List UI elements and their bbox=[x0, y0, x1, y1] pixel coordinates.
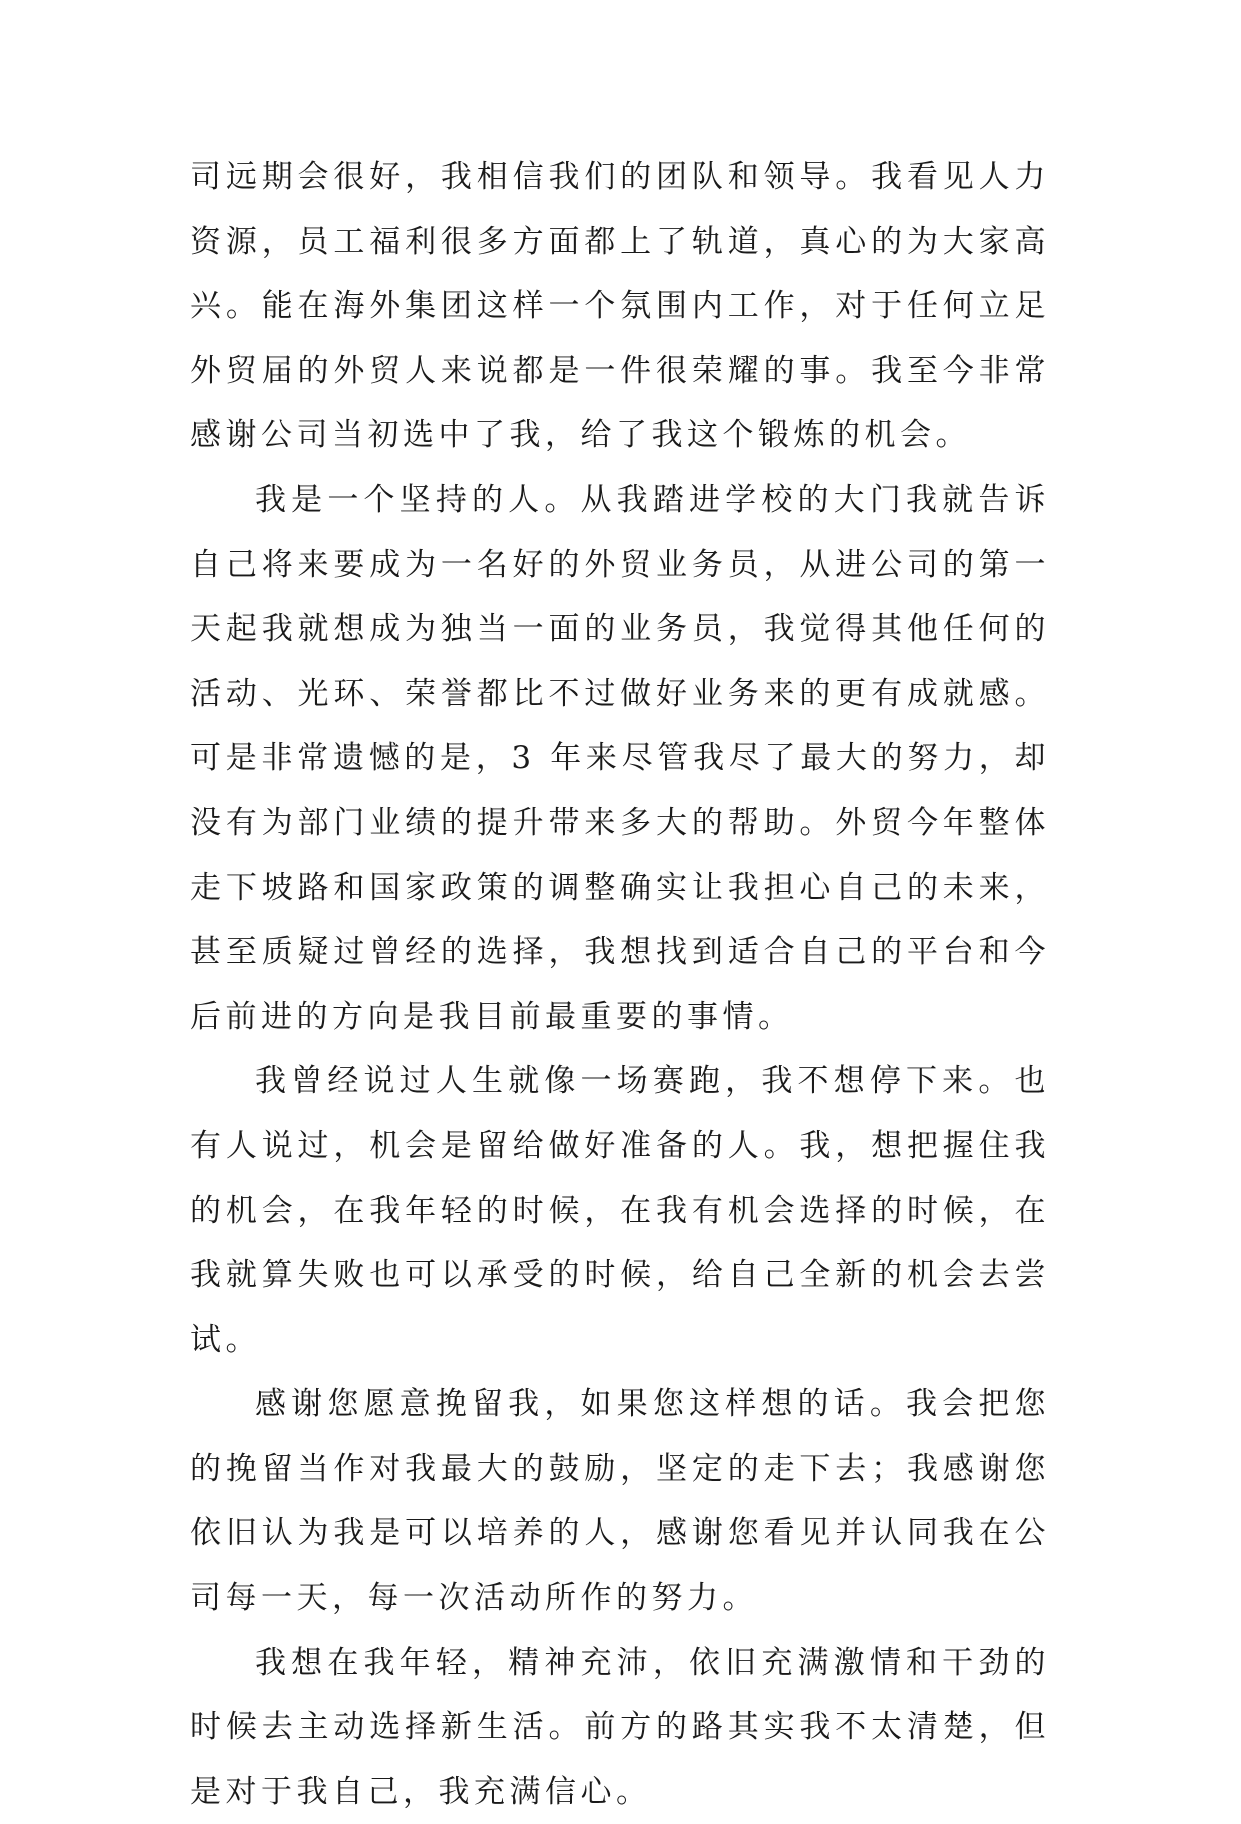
paragraph-5: 我想在我年轻，精神充沛，依旧充满激情和干劲的时候去主动选择新生活。前方的路其实我不太清楚，但是对于我自己，我充满信心。 bbox=[190, 1644, 1050, 1810]
paragraph-3: 我曾经说过人生就像一场赛跑，我不想停下来。也有人说过，机会是留给做好准备的人。我，想把握住我的机会，在我年轻的时候，在我有机会选择的时候，在我就算失败也可以承受的时候，给自己全新的机会去尝试。 bbox=[190, 1063, 1050, 1358]
paragraph-2: 我是一个坚持的人。从我踏进学校的大门我就告诉自己将来要成为一名好的外贸业务员，从进公司的第一天起我就想成为独当一面的业务员，我觉得其他任何的活动、光环、荣誉都比不过做好业务来的更有成就感。可是非常遗憾的是，3 年来尽管我尽了最大的努力，却没有为部门业绩的提升带来多大的帮助。外贸今年整体走下坡路和国家政策的调整确实让我担心自己的未来，甚至质疑过曾经的选择，我想找到适合自己的平台和今后前进的方向是我目前最重要的事情。 bbox=[190, 481, 1050, 1035]
paragraph-1: 司远期会很好，我相信我们的团队和领导。我看见人力资源，员工福利很多方面都上了轨道，真心的为大家高兴。能在海外集团这样一个氛围内工作，对于任何立足外贸届的外贸人来说都是一件很荣耀的事。我至今非常感谢公司当初选中了我，给了我这个锻炼的机会。 bbox=[190, 159, 1050, 454]
paragraph-4: 感谢您愿意挽留我，如果您这样想的话。我会把您的挽留当作对我最大的鼓励，坚定的走下去；我感谢您依旧认为我是可以培养的人，感谢您看见并认同我在公司每一天，每一次活动所作的努力。 bbox=[190, 1386, 1050, 1617]
document-body bbox=[190, 145, 1050, 1824]
